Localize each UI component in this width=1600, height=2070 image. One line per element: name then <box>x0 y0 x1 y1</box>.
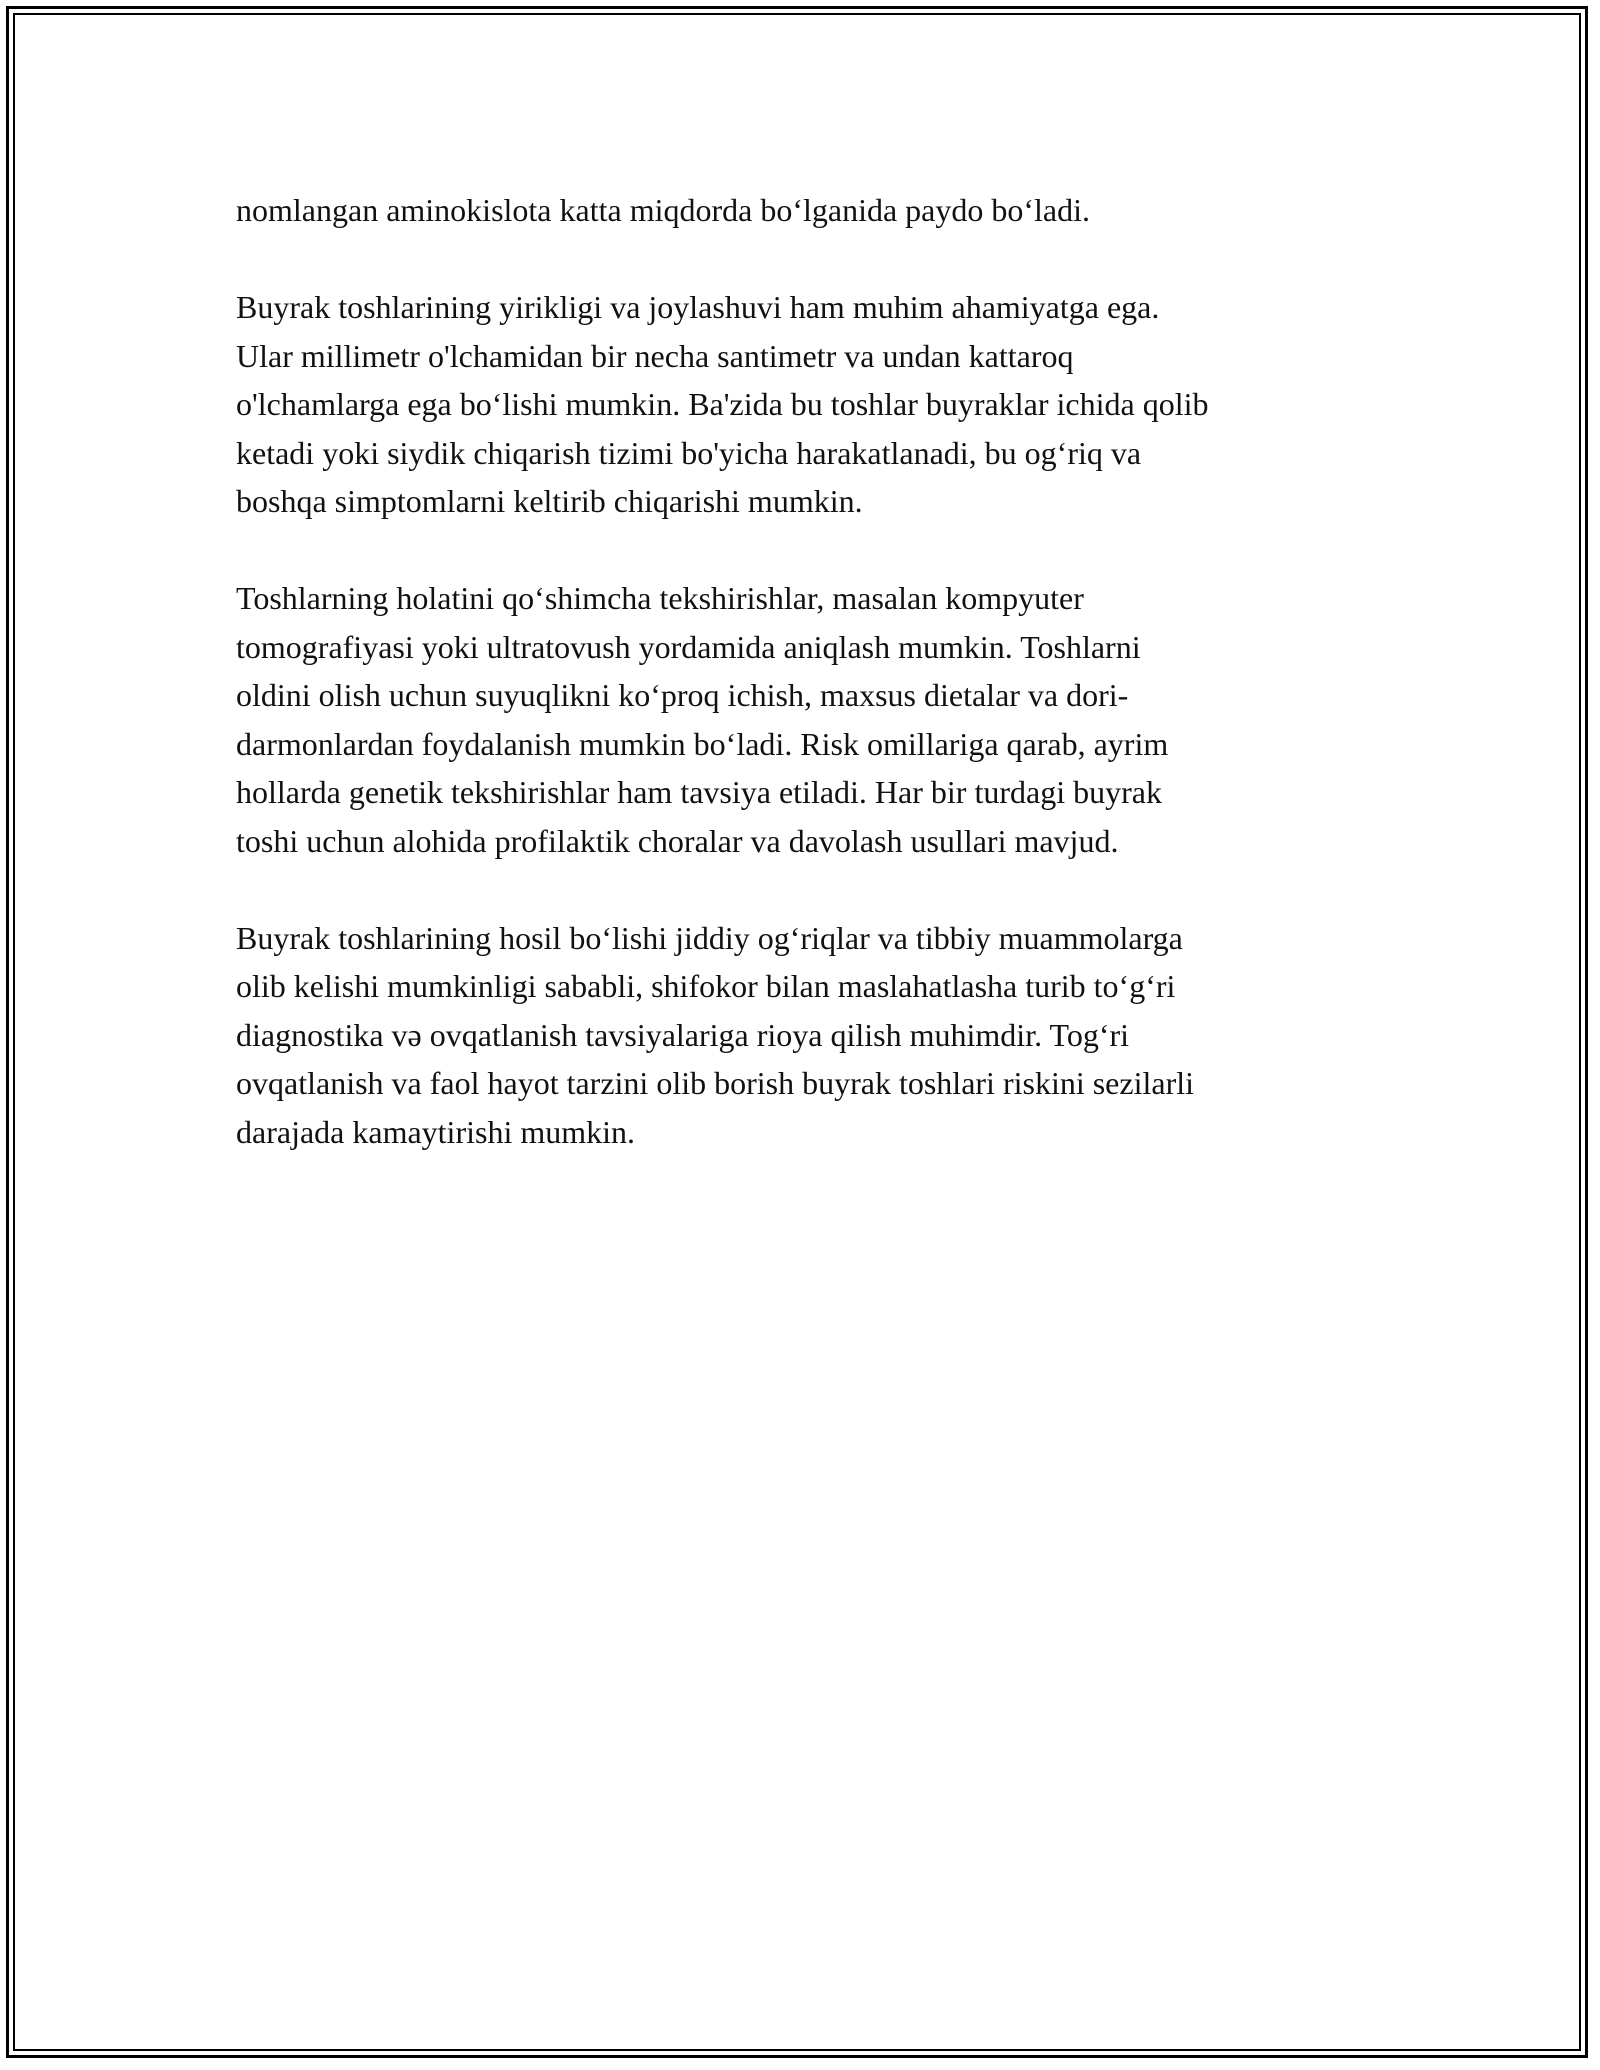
paragraph-2: Buyrak toshlarining yirikligi va joylashuvi ham muhim ahamiyatga ega. Ular millimetr o'lchamidan bir necha santimetr va undan kattaroq o'lchamlarga ega boʻlishi mumkin. Ba'zida bu toshlar buyraklar ichida qolib ketadi yoki siydik chiqarish tizimi bo'yicha harakatlanadi, bu ogʻriq va boshqa simptomlarni keltirib chiqarishi mumkin. <box>236 289 1209 519</box>
paragraph-4: Buyrak toshlarining hosil boʻlishi jiddiy ogʻriqlar va tibbiy muammolarga olib kelishi mumkinligi sababli, shifokor bilan maslahatlasha turib toʻgʻri diagnostika və ovqatlanish tavsiyalariga rioya qilish muhimdir. Togʻri ovqatlanish va faol hayot tarzini olib borish buyrak toshlari riskini sezilarli darajada kamaytirishi mumkin. <box>236 919 1194 1150</box>
document-body <box>236 186 1366 1205</box>
paragraph-1: nomlangan aminokislota katta miqdorda boʻlganida paydo boʻladi. <box>236 192 1091 228</box>
paragraph-3: Toshlarning holatini qoʻshimcha tekshirishlar, masalan kompyuter tomografiyasi yoki ultratovush yordamida aniqlash mumkin. Toshlarni oldini olish uchun suyuqlikni koʻproq ichish, maxsus dietalar va dori- darmonlardan foydalanish mumkin boʻladi. Risk omillariga qarab, ayrim hollarda genetik tekshirishlar ham tavsiya etiladi. Har bir turdagi buyrak toshi uchun alohida profilaktik choralar va davolash usullari mavjud. <box>236 580 1169 859</box>
